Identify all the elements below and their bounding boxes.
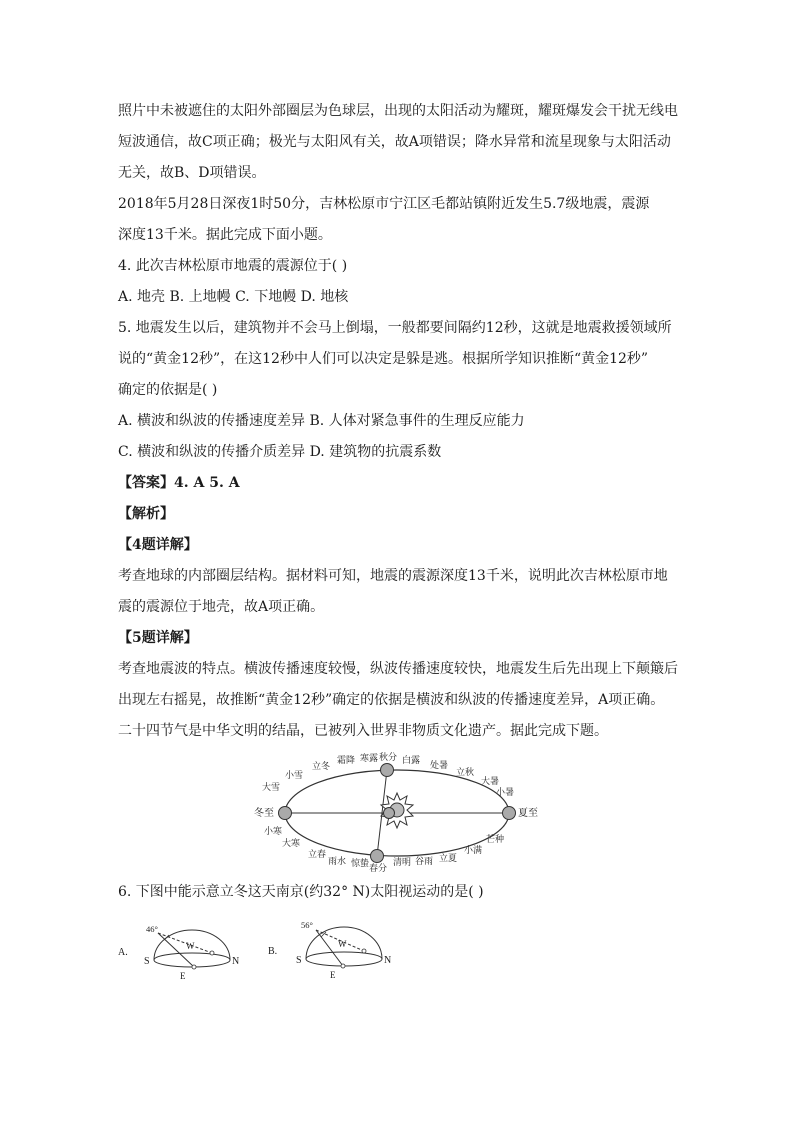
question-6-block — [118, 877, 678, 908]
label-term-bottom: 清明 — [393, 857, 412, 867]
answer-line: 【答案】4. A 5. A — [118, 475, 240, 491]
dir-e: E — [180, 971, 186, 981]
label-term-top: 小暑 — [496, 787, 515, 797]
label-term-top: 霜降 — [337, 755, 356, 765]
text-line: 出现左右摇晃，故推断“黄金12秒”确定的依据是横波和纵波的传播速度差异，A项正确。 — [118, 692, 665, 708]
text-line: 考查地震波的特点。横波传播速度较慢，纵波传播速度较快，地震发生后先出现上下颠簸后 — [118, 661, 678, 677]
earth-spring-equinox — [371, 850, 384, 863]
question-5: 确定的依据是( ) — [118, 382, 218, 398]
label-term-top: 寒露 — [360, 753, 379, 763]
label-term-bottom: 惊蛰 — [351, 858, 370, 868]
label-term-bottom: 小寒 — [264, 826, 283, 836]
dir-n: N — [232, 956, 240, 967]
option-a-angle: 46° — [146, 924, 158, 934]
dir-e: E — [330, 970, 336, 980]
label-term-bottom: 雨水 — [328, 856, 347, 866]
label-term-bottom: 谷雨 — [415, 856, 434, 866]
question-4-options: A. 地壳 B. 上地幔 C. 下地幔 D. 地核 — [118, 289, 349, 305]
label-term-top: 白露 — [402, 755, 421, 765]
text-line: 无关，故B、D项错误。 — [118, 165, 266, 181]
label-spring-equinox: 春分 — [369, 863, 388, 872]
label-term-bottom: 大寒 — [282, 838, 301, 848]
label-term-top: 大暑 — [481, 776, 500, 786]
question-5-options: A. 横波和纵波的传播速度差异 B. 人体对紧急事件的生理反应能力 — [118, 413, 525, 429]
dir-s: S — [144, 956, 150, 967]
dir-w: W — [186, 941, 195, 951]
label-term-bottom: 芒种 — [486, 834, 505, 844]
sun-path-dashed — [158, 933, 212, 953]
label-term-top: 小雪 — [285, 770, 304, 780]
label-term-top: 大雪 — [262, 782, 281, 792]
option-a-diagram — [118, 918, 243, 982]
sun-point — [362, 949, 366, 953]
solar-terms-diagram — [252, 750, 542, 872]
sun-point — [341, 964, 345, 968]
analysis-heading: 【解析】 — [118, 506, 174, 522]
label-term-bottom: 立夏 — [439, 853, 458, 863]
earth-autumn-equinox — [381, 764, 394, 777]
label-autumn-equinox: 秋分 — [379, 752, 398, 762]
question-6: 6. 下图中能示意立冬这天南京(约32° N)太阳视运动的是( ) — [118, 884, 484, 900]
label-winter-solstice: 冬至 — [254, 808, 274, 819]
dir-s: S — [296, 955, 302, 966]
question-5-options: C. 横波和纵波的传播介质差异 D. 建筑物的抗震系数 — [118, 444, 442, 460]
earth-summer-solstice — [503, 807, 516, 820]
option-b-angle: 56° — [301, 920, 313, 930]
text-line: 照片中未被遮住的太阳外部圈层为色球层，出现的太阳活动为耀斑，耀斑爆发会干扰无线电 — [118, 103, 678, 119]
text-line: 深度13千米。据此完成下面小题。 — [118, 227, 332, 243]
q5-explain-heading: 【5题详解】 — [118, 630, 198, 646]
text-line: 考查地球的内部圈层结构。据材料可知，地震的震源深度13千米，说明此次吉林松原市地 — [118, 568, 668, 584]
label-term-bottom: 小满 — [464, 845, 483, 855]
label-term-bottom: 立春 — [308, 849, 327, 859]
q4-explain-heading: 【4题详解】 — [118, 537, 198, 553]
text-block-main — [118, 96, 678, 747]
label-term-top: 立秋 — [456, 767, 475, 777]
sun-point — [192, 965, 196, 969]
label-summer-solstice: 夏至 — [518, 808, 538, 819]
label-term-top: 处暑 — [430, 760, 449, 770]
earth-near-sun — [384, 808, 395, 819]
label-term-top: 立冬 — [312, 761, 331, 771]
option-a-label: A. — [118, 947, 128, 958]
option-b-label: B. — [268, 946, 278, 957]
question-5: 说的“黄金12秒”，在这12秒中人们可以决定是躲是逃。根据所学知识推断“黄金12秒” — [118, 351, 649, 367]
earth-winter-solstice — [279, 807, 292, 820]
sun-point — [210, 951, 214, 955]
text-line: 2018年5月28日深夜1时50分，吉林松原市宁江区毛都站镇附近发生5.7级地震，震源 — [118, 196, 650, 212]
text-line: 短波通信，故C项正确；极光与太阳风有关，故A项错误；降水异常和流星现象与太阳活动 — [118, 134, 671, 150]
option-b-diagram — [268, 913, 393, 981]
question-4: 4. 此次吉林松原市地震的震源位于( ) — [118, 258, 348, 274]
dir-w: W — [338, 939, 347, 949]
question-5: 5. 地震发生以后，建筑物并不会马上倒塌，一般都要间隔约12秒，这就是地震救援领域所 — [118, 320, 672, 336]
dir-n: N — [384, 955, 392, 966]
text-line: 二十四节气是中华文明的结晶，已被列入世界非物质文化遗产。据此完成下题。 — [118, 723, 608, 739]
text-line: 震的震源位于地壳，故A项正确。 — [118, 599, 325, 615]
